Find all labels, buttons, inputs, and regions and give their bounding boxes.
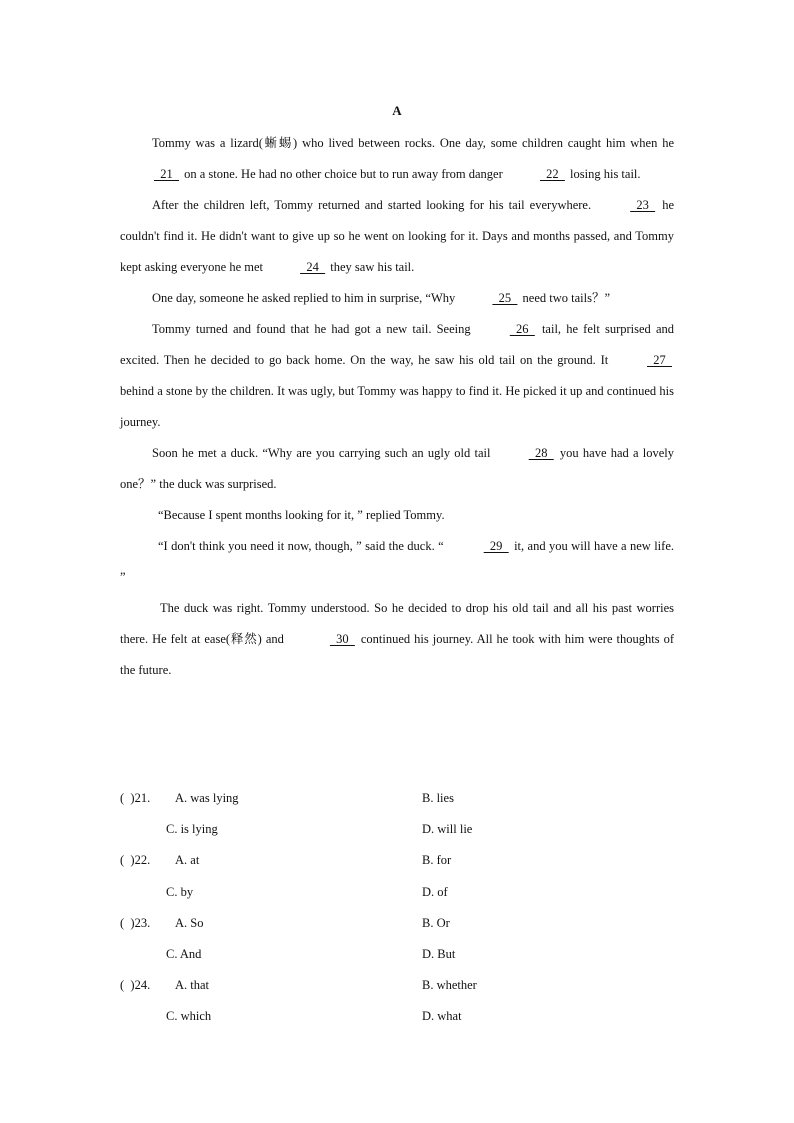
option-b: B. Or <box>422 915 450 930</box>
option-c: C. which <box>166 1009 212 1024</box>
blank-29: 29 <box>483 539 509 553</box>
text: “Because I spent months looking for it, ” replied Tommy. <box>158 508 445 522</box>
blank-24: 24 <box>300 260 326 274</box>
text: “I don't think you need it now, though, ” said the duck. “ <box>158 539 444 553</box>
option-c: C. by <box>166 884 194 899</box>
option-c: C. is lying <box>166 822 218 837</box>
blank-28: 28 <box>528 446 554 460</box>
option-a: A. at <box>175 853 200 868</box>
paragraph-4 <box>120 314 674 438</box>
text: The duck was right. Tommy understood. So he decided to drop his old tail and all his past worries there. He felt at ease(释然) and <box>120 601 674 646</box>
option-b: B. lies <box>422 791 454 805</box>
text: need two tails？” <box>519 291 611 305</box>
text: on a stone. He had no other choice but to run away from danger <box>181 167 506 181</box>
text: it, and you will have a new life. ” <box>120 539 674 584</box>
question-21-row-1 <box>120 783 674 814</box>
text: he couldn't find it. He didn't want to give up so he went on looking for it. Days and months passed, and Tommy kept asking everyone he met <box>120 198 674 274</box>
blank-21: 21 <box>154 167 179 181</box>
question-21-row-2 <box>120 814 674 845</box>
question-number[interactable]: ( )22. <box>120 853 151 868</box>
text: After the children left, Tommy returned and started looking for his tail everywhere. <box>152 198 597 212</box>
paragraph-8 <box>120 593 674 686</box>
blank-25: 25 <box>492 291 518 305</box>
text: they saw his tail. <box>327 260 415 274</box>
question-number[interactable]: ( )21. <box>120 791 151 805</box>
blank-30: 30 <box>329 632 355 646</box>
paragraph-3 <box>120 283 674 314</box>
paragraph-7 <box>120 531 674 593</box>
blank-22: 22 <box>539 167 565 181</box>
passage-title: A <box>392 103 402 118</box>
question-23-row-2 <box>120 939 674 970</box>
question-number[interactable]: ( )23. <box>120 915 151 930</box>
option-a: A. So <box>175 915 204 930</box>
text: you have had a lovely one？” the duck was surprised. <box>120 446 674 491</box>
text: Tommy was a lizard(蜥蜴) who lived between rocks. One day, some children caught him when he <box>152 136 674 150</box>
question-24-row-1 <box>120 970 674 1001</box>
option-d: D. of <box>422 884 448 899</box>
text: One day, someone he asked replied to him in surprise, “Why <box>152 291 459 305</box>
text: Soon he met a duck. “Why are you carrying such an ugly old tail <box>152 446 495 460</box>
option-d: D. But <box>422 946 456 961</box>
question-number[interactable]: ( )24. <box>120 978 151 993</box>
blank-26: 26 <box>509 322 535 336</box>
option-a: A. was lying <box>175 791 239 805</box>
text: continued his journey. All he took with him were thoughts of the future. <box>120 632 674 677</box>
option-b: B. whether <box>422 978 477 993</box>
option-d: D. will lie <box>422 822 473 837</box>
question-23-row-1 <box>120 908 674 939</box>
text: losing his tail. <box>566 167 641 181</box>
blank-27: 27 <box>647 353 672 367</box>
question-24-row-2 <box>120 1001 674 1032</box>
option-d: D. what <box>422 1009 462 1024</box>
question-22-row-1 <box>120 845 674 876</box>
paragraph-5 <box>120 438 674 500</box>
blank-23: 23 <box>630 198 656 212</box>
text: tail, he felt surprised and excited. Then he decided to go back home. On the way, he saw his old tail on the ground. It <box>120 322 675 367</box>
text: behind a stone by the children. It was ugly, but Tommy was happy to find it. He picked it up and continued his journey. <box>120 384 674 429</box>
paragraph-6 <box>120 500 674 531</box>
option-c: C. And <box>166 946 202 961</box>
passage-body <box>120 128 674 686</box>
paragraph-1 <box>120 128 674 190</box>
paragraph-2 <box>120 190 674 283</box>
option-b: B. for <box>422 853 452 868</box>
option-a: A. that <box>175 978 210 993</box>
question-22-row-2 <box>120 877 674 908</box>
text: Tommy turned and found that he had got a new tail. Seeing <box>152 322 476 336</box>
question-list <box>120 783 674 1033</box>
